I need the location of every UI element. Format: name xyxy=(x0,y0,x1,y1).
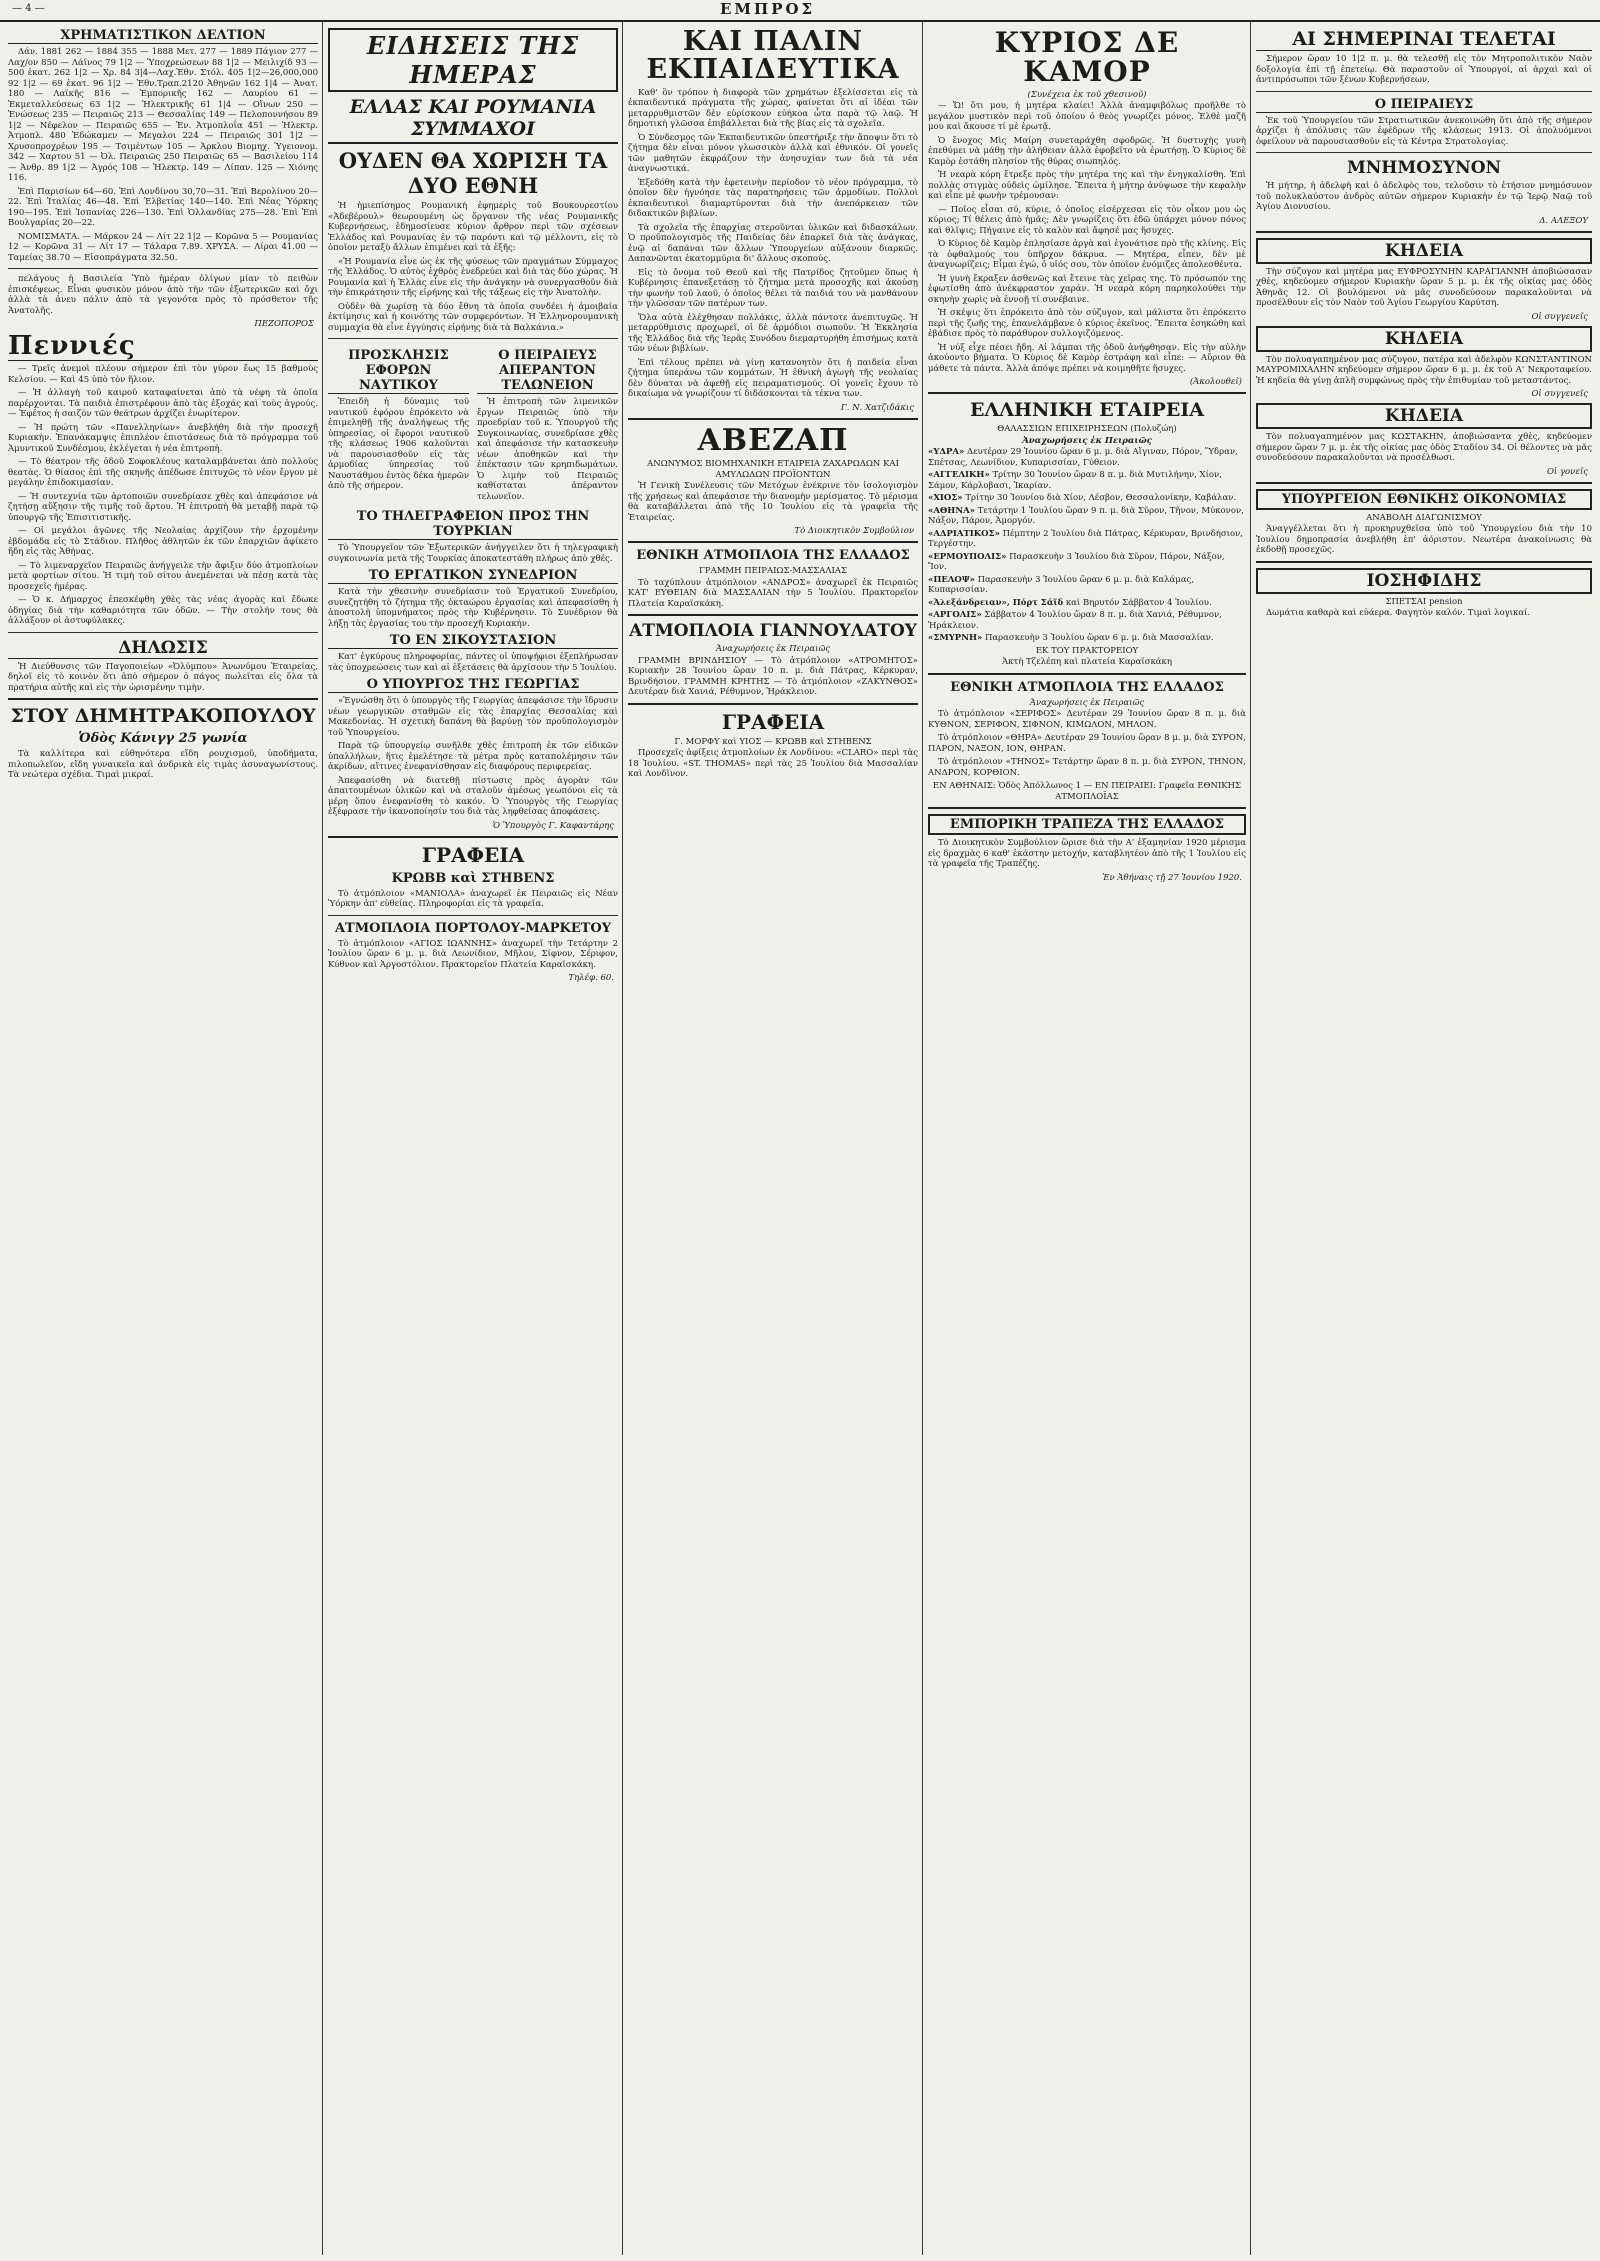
georgia-paragraph: «Ἐγνώσθη ὅτι ὁ ὑπουργὸς τῆς Γεωργίας ἀπεφάσισε τὴν ἵδρυσιν νέων γεωργικῶν σταθμῶν εἰς τὰς ἐπαρχίας Θεσσαλίας καὶ Μακεδονίας. Ἡ σχετικὴ δαπάνη θὰ βαρύνῃ τὸν προϋπολογισμὸν τοῦ Ὑπουργείου. xyxy=(328,696,618,738)
ship-name: «ΣΜΥΡΝΗ» xyxy=(928,633,983,644)
funeral-title: ΚΗΔΕΙΑ xyxy=(1256,238,1592,264)
ship-name: «ΥΔΡΑ» xyxy=(928,447,965,458)
hellenic-address: Ἀκτὴ Τζελέπη καὶ πλατεία Καραϊσκάκη xyxy=(1002,657,1172,668)
ethniki2-address: ΕΝ ΑΘΗΝΑΙΣ: Ὁδὸς Ἀπόλλωνος 1 — ΕΝ ΠΕΙΡΑΙΕΙ: Γραφεῖα ΕΘΝΙΚΗΣ ΑΤΜΟΠΛΟΪΑΣ xyxy=(932,781,1242,802)
georgia-signature: Ὁ Ὑπουργὸς Γ. Καφαντάρης xyxy=(492,820,614,831)
serial-paragraph: Ἡ νύξ εἶχε πέσει ἤδη. Αἱ λάμπαι τῆς ὁδοῦ ἀνήφθησαν. Εἰς τὴν αὐλὴν ἀκούοντο βήματα. Ὁ Κὺριος δὲ Καμὸρ ἐστράφη καὶ εἶπε: — Αὔριον θὰ μάθετε τὰ πάντα. Ἀλλὰ ἀπόψε πρέπει νὰ κοιμηθῆτε ἥσυχες. xyxy=(928,342,1246,374)
ship-entry xyxy=(928,470,1246,491)
news-paragraph: Ἡ ἡμιεπίσημος Ρουμανικὴ ἐφημερὶς τοῦ Βουκουρεστίου «Ἀδεβέρουλ» θεωρουμένη ὡς ὄργανον τῆς νέας Ρουμανικῆς Κυβερνήσεως, ἐδημοσίευσε κύριον ἄρθρον περὶ τῶν σχέσεων Ἑλλάδος καὶ Ρουμανίας ἐν τῷ παρόντι καὶ τῷ μέλλοντι, εἰς τὸ ὁποῖον μεταξὺ ἄλλων ἐπιμένει καὶ τὰ ἑξῆς: xyxy=(328,201,618,253)
ship-entry xyxy=(928,610,1246,631)
funeral-title: ΚΗΔΕΙΑ xyxy=(1256,326,1592,352)
grafeia2-text: Προσεχεῖς ἀφίξεις ἀτμοπλοίων ἐκ Λονδίνου: «CLARO» περὶ τὰς 18 Ἰουλίου. «ST. THOMAS» περὶ τὰς 25 Ἰουλίου διὰ Μασσαλίαν καὶ Λονδῖνον. xyxy=(628,748,918,780)
pennies-paragraph: — Τρεῖς ἀνεμοὶ πλέουν σήμερον ἐπὶ τὸν γύρον ἔως 15 βαθμοὺς Κελσίου. — Καὶ 45 ὑπὸ τὸν ἥλιον. xyxy=(8,364,318,385)
sub-text: Ἐκ τοῦ Ὑπουργείου τῶν Στρατιωτικῶν ἀνεκοινώθη ὅτι ἀπὸ τῆς σήμερον ἀρχίζει ἡ ἀπόλυσις τῶν ἐφέδρων τῆς κλάσεως 1913. Οἱ ἀπολυόμενοι ὀφείλουν νὰ παρουσιασθοῦν εἰς τὰ Κέντρα Στρατολογίας. xyxy=(1256,115,1592,147)
funeral-title: ΚΗΔΕΙΑ xyxy=(1256,403,1592,429)
store-title: ΣΤΟΥ ΔΗΜΗΤΡΑΚΟΠΟΥΛΟΥ xyxy=(10,705,316,728)
abezap-subtitle: ΑΝΩΝΥΜΟΣ ΒΙΟΜΗΧΑΝΙΚΗ ΕΤΑΙΡΕΙΑ ΖΑΧΑΡΩΔΩΝ ΚΑΙ ΑΜΥΛΩΔΩΝ ΠΡΟΪΟΝΤΩΝ xyxy=(647,459,899,480)
ship-schedule: Πέμπτην 2 Ἰουλίου διὰ Πάτρας, Κέρκυραν, Βρινδήσιον, Τεργέστην. xyxy=(928,528,1243,550)
education-title: ΚΑΙ ΠΑΛΙΝ ΕΚΠΑΙΔΕΥΤΙΚΑ xyxy=(646,26,900,86)
grafeia-title: ΓΡΑΦΕΙΑ xyxy=(421,842,525,867)
today-title: ΑΙ ΣΗΜΕΡΙΝΑΙ ΤΕΛΕΤΑΙ xyxy=(1256,28,1592,51)
bank-text: Τὸ Διοικητικὸν Συμβούλιον ὥρισε διὰ τὴν Α' ἑξαμηνίαν 1920 μέρισμα εἰς δραχμὰς 6 καθ' ἑκάστην μετοχήν, καταβλητέον ἀπὸ τῆς 1 Ἰουλίου εἰς τὰ γραφεῖα τῆς Τραπέζης. xyxy=(928,838,1246,870)
stasis-text: Κατ' ἐγκύρους πληροφορίας, πάντες οἱ ὑποψήφιοι ἐξεπλήρωσαν τὰς ὑποχρεώσεις των καὶ αἱ ἐξετάσεις θὰ ἀρχίσουν τὴν 5 Ἰουλίου. xyxy=(328,652,618,673)
ship-schedule: Τρίτην 30 Ἰουνίου διὰ Χίον, Λέσβον, Θεσσαλονίκην, Καβάλαν. xyxy=(965,493,1237,504)
dilosis-title: ΔΗΛΩΣΙΣ xyxy=(8,638,318,659)
divider xyxy=(628,541,918,543)
divider xyxy=(928,673,1246,675)
pennies-paragraph: — Ἡ συντεχνία τῶν ἀρτοποιῶν συνεδρίασε χθὲς καὶ ἀπεφάσισε νὰ ζητήσῃ αὔξησιν τῆς τιμῆς τοῦ ἄρτου. Ἡ ἐπιτροπὴ θὰ μεταβῇ παρὰ τῷ ὑπουργῷ τῆς Ἐπισιτιστικῆς. xyxy=(8,491,318,523)
pennies-title: Πεννιές xyxy=(8,333,318,361)
divider xyxy=(1256,561,1592,563)
ship-entry xyxy=(928,598,1246,609)
ship-entry xyxy=(928,575,1246,596)
ethniki2-text: Τὸ ἀτμόπλοιον «ΤΗΝΟΣ» Τετάρτην ὥραν 8 π. μ. διὰ ΣΥΡΟΝ, ΤΗΝΟΝ, ΑΝΔΡΟΝ, ΚΟΡΘΙΟΝ. xyxy=(928,757,1246,778)
ethniki2-text: Τὸ ἀτμόπλοιον «ΘΗΡΑ» Δευτέραν 29 Ἰουνίου ὥραν 8 μ. μ. διὰ ΣΥΡΟΝ, ΠΑΡΟΝ, ΝΑΞΟΝ, ΙΟΝ, ΘΗΡΑΝ. xyxy=(928,733,1246,754)
pennies-paragraph: — Ἡ ἀλλαγὴ τοῦ καιροῦ καταφαίνεται ἀπὸ τὰ νέφη τὰ ὁποῖα παρέρχονται. Τὰ παιδιὰ ἐπιστρέφουν ἀπὸ τὰς ἐξοχάς καὶ τοὺς ἀγρούς. — Ἐφέτος ἡ σαιζὸν τῶν θεάτρων ἀρχίζει ἐνωρίτερον. xyxy=(8,388,318,420)
two-column-block xyxy=(328,344,618,505)
georgia-paragraph: Παρὰ τῷ ὑπουργείῳ συνῆλθε χθὲς ἐπιτροπὴ ἐκ τῶν εἰδικῶν ὑπαλλήλων, ἥτις ἐμελέτησε τὰ μέτρα πρὸς καταπολέμησιν τῶν ἀκρίδων, αἵτινες ἐνεφανίσθησαν εἰς διαφόρους περιφερείας. xyxy=(328,741,618,772)
ship-entry xyxy=(928,552,1246,573)
ship-entry xyxy=(928,529,1246,550)
exchange-text: Ἐπὶ Παρισίων 64—60. Ἐπὶ Λονδίνου 30,70—31. Ἐπὶ Βερολίνου 20—22. Ἐπὶ Ἰταλίας 46—48. Ἐπὶ Ἑλβετίας 140—140. Ἐπὶ Νέας Ὑόρκης 190—195. Ἐπὶ Ἰσπανίας 226—130. Ἐπὶ Ὁλλανδίας 275—28. Ἐπὶ Ἐπὶ Βουλγαρίας 20—22. xyxy=(8,186,318,228)
grafeia-firm: ΚΡΩΒΒ καὶ ΣΤΗΒΕΝΣ xyxy=(391,870,555,886)
serial-continued: (Ἀκολουθεῖ) xyxy=(1189,377,1242,388)
education-paragraph: Ἐξεδόθη κατὰ τὴν ἐφετεινὴν περίοδον τὸ νέον πρόγραμμα, τὸ ὁποῖον δὲν ἠγνόησε τὰς παρατηρήσεις τῶν ἁρμοδίων. Πολλοὶ ἐκπαιδευτικοὶ διαμαρτύρονται διὰ τὴν ἀνεπάρκειαν τῶν διδακτικῶν βιβλίων. xyxy=(628,177,918,220)
ship-name: «Ἀλεξάνδρειαν», Πόρτ Σάϊδ xyxy=(928,597,1064,608)
divider xyxy=(8,268,318,269)
hellenic-subtitle: ΘΑΛΑΣΣΙΩΝ ΕΠΙΧΕΙΡΗΣΕΩΝ (Πολυζώη) xyxy=(997,424,1177,435)
market-text: Δάν. 1881 262 — 1884 355 — 1888 Μετ. 277 — 1889 Πάγιον 277 — Λαχ/ον 850 — Λάϊνος 79 1|2 — Ὑποχρεώσεων 88 1|2 — Μειλιχίδ 93 — 500 ἑκατ. 262 1|2 — Χρ. 84 3|4—Λαχ.Ἐθν. Στόλ. 405 1|2—26,000,000 92 1|2 — 69 ἑκατ. 96 1|2 — Ἐθν.Τραπ.2120 Ἀθηνῶν 162 1|4 — Ἀνατ. 180 — Λαϊκῆς 816 — Ἐμπορικῆς 162 — Λαυρίου 61 — Ἐκμεταλλεύσεως 63 1|2 — Ἠλεκτρικῆς 61 1|4 — Οἴνων 250 — Ἑνώσεως 235 — Πειραιῶς 213 — Θεσσαλίας 149 — Πελοποννήσου 89 1|2 — Νέφελον — Πειραιῶς 655 — Ἐν. Ἀτμοπλοΐα 451 — Ἠλεκτρ. Ἀτμοπλ. 480 Ἐδώκαμεν — Μεγαλοι 224 — Πειραιῶς 301 1|2 — Χρυσοπροχρέων 195 — Τσιμέντων 105 — Ἀρκλου Βιομηχ. Ὑγειονομ. 342 — Χαρτου 51 — Ὀλ. Πειραιῶς 250 Πειραιῶς 65 — Βασιλείου 114 — Ἀνθρ. 89 1|2 — Ἀγρός 108 — Ἠλεκτρ. 149 — Λίπαν. 125 — Χιόνης 116. xyxy=(8,47,318,183)
divider xyxy=(928,392,1246,394)
news-paragraph: Οὐδὲν θὰ χωρίσῃ τὰ δύο ἔθνη τὰ ὁποῖα συνδέει ἡ ἀμοιβαία ἐκτίμησις καὶ ἡ κοινότης τῶν συμφερόντων. Ἡ Ἑλληνορουμανικὴ συμμαχία θὰ εἶνε ἐγγύησις εἰρήνης διὰ τὰ Βαλκάνια.» xyxy=(328,301,618,333)
funeral-text: Τὸν πολυαγαπημένον μας σύζυγον, πατέρα καὶ ἀδελφὸν ΚΩΝΣΤΑΝΤΙΝΟΝ ΜΑΥΡΟΜΙΧΑΛΗΝ κηδεύομεν σήμερον ὥραν 6 μ. μ. ἐκ τοῦ Α' Νεκροταφείου. Ἡ κηδεία θὰ γίνῃ ἀπλῆ συμφώνως πρὸς τὴν ἐπιθυμίαν τοῦ μεταστάντος. xyxy=(1256,354,1592,386)
divider xyxy=(8,632,318,633)
abezap-text: Ἡ Γενικὴ Συνέλευσις τῶν Μετόχων ἐνέκρινε τὸν ἰσολογισμὸν τῆς χρήσεως καὶ ἀπεφάσισε τὴν διανομὴν μερίσματος. Τὸ μέρισμα θὰ καταβάλλεται ἀπὸ τῆς 10 Ἰουλίου εἰς τὰ γραφεῖα τῆς Ἑταιρείας. xyxy=(628,481,918,523)
masthead xyxy=(0,0,1600,22)
grafeia2-firm: Γ. ΜΟΡΦΥ καὶ ΥΙΟΣ — ΚΡΩΒΒ καὶ ΣΤΗΒΕΝΣ xyxy=(674,736,872,747)
ship-name: «ΑΡΓΟΛΙΣ» xyxy=(928,610,982,621)
ship-list xyxy=(928,447,1246,644)
bank-signature: Ἐν Ἀθήναις τῇ 27 Ἰουνίου 1920. xyxy=(1102,872,1242,883)
column-divider xyxy=(922,22,923,2255)
coins-text: ΝΟΜΙΣΜΑΤΑ. — Μάρκον 24 — Λίτ 22 1|2 — Κορῶνα 5 — Ρουμανίας 12 — Κορῶνα 31 — Λίτ 17 — Τάλαρα 7.89. ΧΡΥΣΑ. — Λίραι 41.00 — Ταμείας 38.70 — Εἰσοπράγματα 32.50. xyxy=(8,231,318,263)
divider xyxy=(628,418,918,420)
store-subtitle: Ὁδὸς Κάνιγγ 25 γωνία xyxy=(78,731,248,747)
divider xyxy=(1256,482,1592,484)
divider xyxy=(1256,231,1592,233)
ethniki2-title: ΕΘΝΙΚΗ ΑΤΜΟΠΛΟΙΑ ΤΗΣ ΕΛΛΑΔΟΣ xyxy=(950,679,1224,695)
market-title: ΧΡΗΜΑΤΙΣΤΙΚΟΝ ΔΕΛΤΙΟΝ xyxy=(8,28,318,44)
ministry-title: ΥΠΟΥΡΓΕΙΟΝ ΕΘΝΙΚΗΣ ΟΙΚΟΝΟΜΙΑΣ xyxy=(1256,489,1592,510)
abezap-signature: Τὸ Διοικητικὸν Συμβούλιον xyxy=(794,526,914,537)
funeral-signature: Οἱ συγγενεῖς xyxy=(1531,311,1588,322)
ship-schedule: καὶ Βηρυτόν Σάββατον 4 Ἰουλίου. xyxy=(1065,597,1212,608)
education-paragraph: Καθ' ὃν τρόπον ἡ διαφορὰ τῶν χρημάτων ἐξελίσσεται εἰς τὰ ἐκπαιδευτικά πράγματα τῆς χώρας, φαίνεται ὅτι αἱ ἰδέαι τῶν μεταρρυθμιστῶν δὲν εὑρίσκουν εὐήκοα ὦτα παρὰ τῷ λαῷ. Ἡ δημοτικὴ γλῶσσα ἐπιβάλλεται διὰ τῆς βίας εἰς τὰ σχολεῖα. xyxy=(628,87,918,130)
piraeus-notice-text: Ἡ ἐπιτροπὴ τῶν λιμενικῶν ἔργων Πειραιῶς ὑπὸ τὴν προεδρίαν τοῦ κ. Ὑπουργοῦ τῆς Συγκοινωνίας, συνεδρίασε χθὲς καὶ ἀπεφάσισε τὴν κατασκευὴν νέων ἀποθηκῶν καὶ τὴν ἐπέκτασιν τῶν κρηπιδωμάτων. Ὁ λιμὴν τοῦ Πειραιῶς καθίσταται ἀπέραντον τελωνεῖον. xyxy=(477,397,618,502)
serial-paragraph: Ὁ Κὺριος δὲ Καμὸρ ἐπλησίασε ἀργὰ καὶ ἐγονάτισε πρὸ τῆς κλίνης. Εἰς τὰ ὀφθαλμούς του ὑπῆρχον δάκρυα. — Μητέρα, εἶπεν, δὲν μὲ ἀναγνωρίζεις; Εἶμαι ἐγώ, ὁ υἱός σου, τὸν ὁποῖον ἐνόμιζες ἀπολεσθέντα. xyxy=(928,239,1246,271)
pennies-paragraph: — Ἡ πρώτη τῶν «Πανελληνίων» ἀνεβλήθη διὰ τὴν προσεχῆ Κυριακὴν. Ἐπανάκαμψις ἐπιπλέον ἐπιστάσεως διὰ τὸ πρόγραμμα τοῦ Ἀμυντικοῦ Συνδέσμου, ἐκλέγεται ἡ νέα ἐπιτροπὴ. xyxy=(8,422,318,454)
portolos-title: ΑΤΜΟΠΛΟΙΑ ΠΟΡΤΟΛΟΥ-ΜΑΡΚΕΤΟΥ xyxy=(334,920,612,936)
ship-name: «ΧΙΟΣ» xyxy=(928,493,963,504)
portolos-phone: Τηλέφ. 60. xyxy=(568,973,614,983)
ship-schedule: Δευτέραν 29 Ἰουνίου ὥραν 6 μ. μ. διὰ Αἴγιναν, Πόρον, Ὕδραν, Σπέτσας, Λεωνίδιον, Κυπαρισσίαν, Γύθειον. xyxy=(928,447,1238,468)
giannoulatou-title: ΑΤΜΟΠΛΟΙΑ ΓΙΑΝΝΟΥΛΑΤΟΥ xyxy=(629,621,917,642)
pension-title: ΙΟΣΗΦΙΔΗΣ xyxy=(1256,568,1592,594)
ship-schedule: Τετάρτην 1 Ἰουλίου ὥραν 9 π. μ. διὰ Σῦρον, Τῆνον, Μύκονον, Νάξον, Πάρον, Ἀμοργόν. xyxy=(928,505,1244,527)
serial-paragraph: — Ὤ! ὅτι μου, ἡ μητέρα κλαίει! Ἀλλὰ ἀναμφιβόλως προῆλθε τὸ μεγάλον μυστικὸν περὶ τοῦ ὁποίου ὁ θεὸς γνωρίζει μόνος. Ἐλθὲ μαζῆ μου καὶ ἄκουσε τί μὲ ἐρωτᾷ. xyxy=(928,101,1246,133)
abezap-title: ΑΒΕΖΑΠ xyxy=(697,422,849,458)
ministry-text: Ἀναγγέλλεται ὅτι ἡ προκηρυχθεῖσα ὑπὸ τοῦ Ὑπουργείου διὰ τὴν 10 Ἰουλίου δημοπρασία ἀνεβλήθη ἐπ' ἀόριστον. Νεωτέρα ἀνακοίνωσις θὰ ἐκδοθῇ προσεχῶς. xyxy=(1256,524,1592,555)
ship-name: «ΑΘΗΝΑ» xyxy=(928,505,976,516)
portolos-text: Τὸ ἀτμόπλοιον «ΑΓΙΟΣ ΙΩΑΝΝΗΣ» ἀναχωρεῖ τὴν Τετάρτην 2 Ἰουλίου ὥραν 6 μ. μ. διὰ Λεωνίδιον, Μῆλον, Σίφνον, Σέριφον, Κύθνον καὶ Ἀργοστόλιον. Πρακτορεῖον Πλατεία Καραϊσκάκη. xyxy=(328,938,618,970)
pension-subtitle: ΣΠΕΤΣΑΙ pension xyxy=(1385,596,1463,607)
divider xyxy=(328,338,618,339)
divider xyxy=(328,915,618,916)
news-subtitle: ΕΛΛΑΣ ΚΑΙ ΡΟΥΜΑΝΙΑ ΣΥΜΜΑΧΟΙ xyxy=(328,96,618,144)
memorial-text: Ἡ μήτηρ, ἡ ἀδελφὴ καὶ ὁ ἀδελφὸς του, τελοῦσιν τὸ ἐτήσιον μνημόσυνον τοῦ πολυκλαύστου ἀνδρὸς αὐτῶν σήμερον Κυριακὴν ἐν τῷ Ἱερῷ Ναῷ τοῦ Ἁγίου Διονυσίου. xyxy=(1256,181,1592,212)
ethniki-title: ΕΘΝΙΚΗ ΑΤΜΟΠΛΟΙΑ ΤΗΣ ΕΛΛΑΔΟΣ xyxy=(636,548,910,564)
ship-entry xyxy=(928,493,1246,504)
funeral-signature: Οἱ γονεῖς xyxy=(1546,466,1588,477)
today-text: Σήμερον ὥραν 10 1|2 π. μ. θὰ τελεσθῇ εἰς τὸν Μητροπολιτικὸν Ναὸν δοξολογία ἐπὶ τῇ ἐπετείῳ. Θὰ παραστοῦν οἱ Ὑπουργοί, αἱ ἀρχαὶ καὶ οἱ ἀντιπρόσωποι τῶν ξένων Κυβερνήσεων. xyxy=(1256,54,1592,85)
memorial-title: ΜΝΗΜΟΣΥΝΟΝ xyxy=(1346,158,1502,178)
education-signature: Γ. Ν. Χατζιδάκις xyxy=(840,402,914,413)
ship-entry xyxy=(928,633,1246,644)
education-paragraph: Εἰς τὸ ὄνομα τοῦ Θεοῦ καὶ τῆς Πατρίδος ζητοῦμεν ὅπως ἡ Κυβέρνησις ἐπανεξετάσῃ τὸ ζήτημα μετὰ προσοχῆς καὶ ἀκούσῃ τὴν φωνὴν τοῦ λαοῦ, ὁ ὁποῖος θέλει τὰ παιδιά του νὰ μανθάνουν τὴν γλῶσσαν τῶν πατέρων των. xyxy=(628,267,918,310)
labor-title: ΤΟ ΕΡΓΑΤΙΚΟΝ ΣΥΝΕΔΡΙΟΝ xyxy=(328,568,618,584)
serial-subtitle: (Συνέχεια ἐκ τοῦ χθεσινοῦ) xyxy=(1027,89,1147,100)
grafeia2-title: ΓΡΑΦΕΙΑ xyxy=(721,709,825,734)
education-paragraph: Τὰ σχολεῖα τῆς ἐπαρχίας στεροῦνται ὑλικῶν καὶ διδασκάλων. Ὁ προϋπολογισμὸς τῆς Παιδείας δὲν ἐπαρκεῖ διὰ τὰς ἀνάγκας, ἐνῷ αἱ δαπάναι τῶν ἄλλων Ὑπουργείων αὐξάνουν διαρκῶς. Δαπανῶνται ἑκατομμύρια δι' ἄλλους σκοπούς. xyxy=(628,222,918,265)
page-number: — 4 — xyxy=(12,3,45,14)
divider xyxy=(1256,152,1592,153)
column-divider xyxy=(622,22,623,2255)
column-divider xyxy=(322,22,323,2255)
serial-paragraph: Ἡ νεαρὰ κόρη ἔτρεξε πρὸς τὴν μητέρα της καὶ τὴν ἐνηγκαλίσθη. Ἐπὶ πολλὰς στιγμὰς οὐδεὶς ὡμίλησε. Ἔπειτα ἡ μήτηρ ἀνύψωσε τὴν κεφαλὴν καὶ εἶπε μὲ φωνὴν τρέμουσαν: xyxy=(928,170,1246,202)
memorial-signature: Δ. ΑΛΕΞΟΥ xyxy=(1539,215,1588,226)
serial-paragraph: Ὁ ἔνοχος Μὶς Μαίρη συνεταράχθη σφοδρῶς. Ἡ δυστυχὴς γυνὴ ἐπεθύμει νὰ μάθῃ τὴν ἀλήθειαν ἀλλὰ ἐφοβεῖτο νὰ ἐρωτήσῃ. Ὁ Κὺριος δὲ Καμὸρ ἐστάθη πλησίον τῆς θύρας σιωπηλός. xyxy=(928,135,1246,167)
divider xyxy=(928,807,1246,809)
giannoulatou-subtitle: Ἀναχωρήσεις ἐκ Πειραιῶς xyxy=(715,644,831,655)
dilosis-text: Ἡ Διεύθυνσις τῶν Παγοποιείων «Ὀλύμπου» Ἀνωνύμου Ἑταιρείας, δηλοῖ εἰς τὸ κοινὸν ὅτι ἀπὸ σήμερον ὁ πάγος πωλεῖται εἰς ὅλα τὰ πρατήρια αὐτῆς καὶ εἰς τὴν ὡρισμένην τιμὴν. xyxy=(8,661,318,693)
store-text: Τὰ καλλίτερα καὶ εὐθηνότερα εἴδη ρουχισμοῦ, ὑποδήματα, πιλοπωλεῖον, εἴδη γυναικεῖα καὶ ἀνδρικὰ εἰς τιμὰς ἀσυναγωνίστους. Τὰ νεώτερα σχέδια. Τιμαὶ μικραί. xyxy=(8,749,318,781)
sub-title: Ο ΠΕΙΡΑΙΕΥΣ xyxy=(1256,97,1592,113)
hellenic-title: ΕΛΛΗΝΙΚΗ ΕΤΑΙΡΕΙΑ xyxy=(970,399,1204,422)
column-2 xyxy=(328,24,618,2253)
telegraph-text: Τὸ Ὑπουργεῖον τῶν Ἐξωτερικῶν ἀνήγγειλεν ὅτι ἡ τηλεγραφικὴ συγκοινωνία μετὰ τῆς Τουρκίας ἀποκατεστάθη πλήρως ἀπὸ χθές. xyxy=(328,543,618,564)
hellenic-intro: Ἀναχωρήσεις ἐκ Πειραιῶς xyxy=(1022,435,1152,446)
note-text: πελάγους ἡ Βασιλεία Ὑπὸ ἡμέραν ὀλίγων μίαν τὸ πειθὼν ἐπισκέψεως. Εἶναι φυσικὸν μόνον ἀπὸ τὴν τῶν ἐξωτερικῶν καὶ ὄχι ἀλλὰ τὰ ἀνευ πάλιν ἀπὸ τὰ γεγονότα πρὸς τὸ πρόσθετον τῆς Ἀνατολῆς. xyxy=(8,274,318,316)
ship-name: «ΕΡΜΟΥΠΟΛΙΣ» xyxy=(928,551,1007,562)
education-paragraph: Ὁ Σύνδεσμος τῶν Ἐκπαιδευτικῶν ὑπεστήριξε τὴν ἄποψιν ὅτι τὸ ζήτημα δὲν εἶναι μόνον γλωσσικὸν ἀλλὰ καὶ ἐθνικόν. Οἱ γονεῖς τῶν μαθητῶν ἐκφράζουν τὴν ἀνησυχίαν των διὰ τὰ νέα ἀναγνωστικά. xyxy=(628,132,918,175)
funeral-text: Τὸν πολυαγαπημένον μας ΚΩΣΤΑΚΗΝ, ἀποβιώσαντα χθὲς, κηδεύομεν σήμερον ὥραν 7 μ. μ. ἐκ τῆς οἰκίας μας ὁδὸς Σταδίου 34. Οἱ θέλοντες νὰ μᾶς συνοδεύσουν παρακαλοῦνται νὰ προσέλθωσι. xyxy=(1256,432,1592,463)
ethniki2-subtitle: Ἀναχωρήσεις ἐκ Πειραιῶς xyxy=(1029,697,1145,708)
labor-text: Κατὰ τὴν χθεσινὴν συνεδρίασιν τοῦ Ἐργατικοῦ Συνεδρίου, συνεζητήθη τὸ ζήτημα τῆς ὀκταώρου ἐργασίας καὶ ἀπεφασίσθη ἡ ἀποστολὴ ὑπομνήματος πρὸς τὴν Κυβέρνησιν. Τὸ Συνέδριον θὰ λήξῃ τὰς ἐργασίας του τὴν προσεχῆ Κυριακήν. xyxy=(328,587,618,629)
ship-schedule: Παρασκευὴν 3 Ἰουλίου διὰ Σῦρον, Πάρον, Νάξον, Ἴον. xyxy=(928,551,1225,573)
giannoulatou-text: ΓΡΑΜΜΗ ΒΡΙΝΔΗΣΙΟΥ — Τὸ ἀτμόπλοιον «ΑΤΡΟΜΗΤΟΣ» Κυριακὴν 28 Ἰουνίου ὥραν 10 π. μ. διὰ Πάτρας, Κέρκυραν, Βρινδήσιον. ΓΡΑΜΜΗ ΚΡΗΤΗΣ — Τὸ ἀτμόπλοιον «ΖΑΚΥΝΘΟΣ» Δευτέραν διὰ Χανιά, Ρέθυμνον, Ἡράκλειον. xyxy=(628,655,918,698)
grafeia-text: Τὸ ἀτμόπλοιον «ΜΑΝΙΟΛΑ» ἀναχωρεῖ ἐκ Πειραιῶς εἰς Νέαν Ὑόρκην ἀπ' εὐθείας. Πληροφορίαι εἰς τὰ γραφεῖα. xyxy=(328,888,618,909)
naval-notice-text: Ἐπειδὴ ἡ δύναμις τοῦ ναυτικοῦ ἐφόρου ἐπρόκειτο νὰ ἐπιμεληθῇ τῆς ἀναλήψεως τῆς ὑπηρεσίας, οἱ ἔφοροι ναυτικοῦ τῆς κλάσεως 1906 καλοῦνται νὰ παρουσιασθοῦν εἰς τὰς ἀρμοδίας ὑπηρεσίας τοῦ Ναυστάθμου ἐντὸς δέκα ἡμερῶν ἀπὸ τῆς σήμερον. xyxy=(328,397,469,491)
hellenic-address: ΕΚ ΤΟΥ ΠΡΑΚΤΟΡΕΙΟΥ xyxy=(1035,645,1139,656)
ship-name: «ΑΓΓΕΛΙΚΗ» xyxy=(928,470,990,481)
naval-notice-title: ΠΡΟΣΚΛΗΣΙΣ ΕΦΟΡΩΝ ΝΑΥΤΙΚΟΥ xyxy=(328,348,469,394)
pension-text: Δωμάτια καθαρὰ καὶ εὐάερα. Φαγητὸν καλόν. Τιμαὶ λογικαί. xyxy=(1266,608,1531,618)
column-divider xyxy=(1250,22,1251,2255)
telegraph-title: ΤΟ ΤΗΛΕΓΡΑΦΕΙΟΝ ΠΡΟΣ ΤΗΝ ΤΟΥΡΚΙΑΝ xyxy=(328,509,618,540)
column-1 xyxy=(8,24,318,2253)
education-paragraph: Ἐπὶ τέλους πρέπει νὰ γίνῃ κατανοητὸν ὅτι ἡ παιδεία εἶναι ζήτημα ὑπεράνω τῶν κομμάτων. Ἡ ἐθνικὴ ἀγωγὴ τῆς νεολαίας δὲν δύναται νὰ ἀφεθῇ εἰς πειραματισμούς. Οἱ γονεῖς ἔχουν τὸ δικαίωμα νὰ γνωρίζουν τί διδάσκονται τὰ τέκνα των. xyxy=(628,357,918,400)
pennies-paragraph: — Τὸ θέατρον τῆς ὁδοῦ Σοφοκλέους καταλαμβάνεται ἀπὸ πολλοὺς θεατὰς. Ὁ θίασος ἐπὶ τῆς σκηνῆς ἀπέδωσε ἐπιτυχῶς τὸ νέον ἔργον μὲ μεγάλην ἐπιδοκιμασίαν. xyxy=(8,457,318,489)
ministry-subtitle: ΑΝΑΒΟΛΗ ΔΙΑΓΩΝΙΣΜΟΥ xyxy=(1366,512,1482,523)
ethniki-text: Τὸ ταχύπλουν ἀτμόπλοιον «ΑΝΔΡΟΣ» ἀναχωρεῖ ἐκ Πειραιῶς ΚΑΤ' ΕΥΘΕΙΑΝ διὰ ΜΑΣΣΑΛΙΑΝ τὴν 5 Ἰουλίου. Πρακτορεῖον Πλατεία Καραϊσκάκη. xyxy=(628,577,918,609)
ship-schedule: Παρασκευὴν 3 Ἰουλίου ὥραν 6 μ. μ. διὰ Καλάμας, Κυπαρισσίαν. xyxy=(928,574,1195,596)
funeral-text: Τὴν σύζυγον καὶ μητέρα μας ΕΥΦΡΟΣΥΝΗΝ ΚΑΡΑΓΙΑΝΝΗ ἀποβιώσασαν χθὲς, κηδεύομεν σήμερον Κυριακὴν ὥραν 5 μ. μ. ἐκ τῆς οἰκίας μας ὁδὸς Ἀθηνᾶς 12. Οἱ βουλόμενοι νὰ μᾶς συνοδεύσουν παρακαλοῦνται νὰ προσέλθουν εἰς τὸν Ναὸν τοῦ Ἁγίου Γεωργίου Καρύτση. xyxy=(1256,266,1592,308)
naval-notice xyxy=(328,344,469,505)
serial-paragraph: Ἡ σκέψις ὅτι ἐπρόκειτο ἀπὸ τὸν σύζυγον, καὶ μάλιστα ὅτι ἐπρόκειτο περὶ τῆς ζωῆς της, ἐπανελάμβανε ὁ κύριος ἐκεῖνος. Ἔπειτα ἐσηκώθη καὶ ἐβάδισε πρὸς τὸ παράθυρον συλλογιζόμενος. xyxy=(928,308,1246,340)
ship-schedule: Παρασκευὴν 3 Ἰουλίου ὥραν 6 μ. μ. διὰ Μασσαλίαν. xyxy=(985,633,1214,644)
piraeus-notice-title: Ο ΠΕΙΡΑΙΕΥΣ ΑΠΕΡΑΝΤΟΝ ΤΕΛΩΝΕΙΟΝ xyxy=(477,348,618,394)
paper-title: ΕΜΠΡΟΣ xyxy=(720,0,816,18)
divider xyxy=(628,614,918,616)
news-banner: ΕΙΔΗΣΕΙΣ ΤΗΣ ΗΜΕΡΑΣ xyxy=(328,28,618,92)
georgia-title: Ο ΥΠΟΥΡΓΟΣ ΤΗΣ ΓΕΩΡΓΙΑΣ xyxy=(328,677,618,693)
news-headline: ΟΥΔΕΝ ΘΑ ΧΩΡΙΣΗ ΤΑ ΔΥΟ ΕΘΝΗ xyxy=(338,148,608,198)
pennies-paragraph: — Ὁ κ. Δήμαρχος ἐπεσκέφθη χθὲς τὰς νέας ἀγορὰς καὶ ἔδωκε ὁδηγίας διὰ τὴν καθαριότητα τῶν ὁδῶν. — Τὴν στολήν τους θὰ ἀλλάξουν οἱ ἀστυφύλακες. xyxy=(8,595,318,627)
serial-paragraph: — Ποῖος εἶσαι σύ, κύριε, ὁ ὁποῖος εἰσέρχεσαι εἰς τὸν οἶκον μου ὡς κύριος; Τί θέλεις ἀπὸ ἡμᾶς; Δὲν γνωρίζεις ὅτι ἐδῶ ὑπάρχει μόνον πόνος καὶ θλῖψις; Πήγαινε εἰς τὸ καλὸν καὶ ἄφησέ μας ἥσυχες. xyxy=(928,204,1246,236)
piraeus-notice xyxy=(477,344,618,505)
column-4 xyxy=(928,24,1246,2253)
news-paragraph: «Ἡ Ρουμανία εἶνε ὡς ἐκ τῆς φύσεως τῶν πραγμάτων Σύμμαχος τῆς Ἑλλάδος. Ὁ αὐτὸς ἐχθρὸς ἐνεδρεύει καὶ διὰ τὰς δύο χώρας. Ἡ Ρουμανία καὶ ἡ Ἑλλὰς εἶνε εἰς τὴν ἀνάγκην νὰ συνεργασθοῦν διὰ τὴν ἐπικράτησιν τῆς εἰρήνης καὶ τῆς τάξεως εἰς τὴν Ἀνατολὴν. xyxy=(328,256,618,298)
ethniki2-text: Τὸ ἀτμόπλοιον «ΣΕΡΙΦΟΣ» Δευτέραν 29 Ἰουνίου ὥραν 8 π. μ. διὰ ΚΥΘΝΟΝ, ΣΕΡΙΦΟΝ, ΣΙΦΝΟΝ, ΚΙΜΩΛΟΝ, ΜΗΛΟΝ. xyxy=(928,709,1246,730)
bank-title: ΕΜΠΟΡΙΚΗ ΤΡΑΠΕΖΑ ΤΗΣ ΕΛΛΑΔΟΣ xyxy=(928,814,1246,835)
ship-entry xyxy=(928,447,1246,468)
stasis-title: ΤΟ ΕΝ ΣΙΚΟΥΣΤΑΣΙΟΝ xyxy=(328,633,618,649)
ship-name: «ΑΔΡΙΑΤΙΚΟΣ» xyxy=(928,528,1000,539)
column-3 xyxy=(628,24,918,2253)
serial-title: ΚΥΡΙΟΣ ΔΕ ΚΑΜΟΡ xyxy=(994,26,1180,89)
pennies-paragraph: — Τὸ λιμεναρχεῖον Πειραιῶς ἀνήγγειλε τὴν ἄφιξιν δύο ἀτμοπλοίων μετὰ φορτίων σίτου. Ἡ τιμὴ τοῦ σίτου ἀνεμένεται νὰ πέσῃ κατὰ τὰς προσεχεῖς ἡμέρας. xyxy=(8,560,318,592)
funeral-signature: Οἱ συγγενεῖς xyxy=(1531,389,1588,399)
georgia-paragraph: Ἀπεφασίσθη νὰ διατεθῇ πίστωσις πρὸς ἀγορὰν τῶν ἀπαιτουμένων ὑλικῶν καὶ νὰ σταλοῦν ἀμέσως γεωπόνοι εἰς τὰ μέρη ὅπου ἐνεφανίσθη τὸ κακόν. Ὁ Ὑπουργὸς τῆς Γεωργίας ἐξέφρασε τὴν ἱκανοποίησίν του διὰ τὰς ληφθείσας ἀποφάσεις. xyxy=(328,775,618,817)
ship-schedule: Τρίτην 30 Ἰουνίου ὥραν 8 π. μ. διὰ Μυτιλήνην, Χίον, Σάμον, Κάρλοβασι, Ἰκαρίαν. xyxy=(928,470,1222,491)
divider xyxy=(1256,91,1592,92)
ship-entry xyxy=(928,506,1246,527)
ship-name: «ΠΕΛΟΨ» xyxy=(928,574,975,585)
note-signature: ΠΕΖΟΠΟΡΟΣ xyxy=(254,319,314,329)
ship-schedule: Σάββατον 4 Ἰουλίου ὥραν 8 π. μ. διὰ Χανιά, Ρέθυμνον, Ἡράκλειον. xyxy=(928,610,1222,631)
divider xyxy=(328,836,618,838)
divider xyxy=(628,703,918,705)
education-paragraph: Ὅλα αὐτὰ ἐλέχθησαν πολλάκις, ἀλλὰ πάντοτε ἀνεπιτυχῶς. Ἡ μεταρρύθμισις προχωρεῖ, οἱ δὲ ἀρμόδιοι σιωποῦν. Ἡ Ἐκκλησία τῆς Ἑλλάδος διὰ τῆς Ἱερᾶς Συνόδου διεμαρτυρήθη ἐπισήμως κατὰ τῶν νέων βιβλίων. xyxy=(628,312,918,355)
divider xyxy=(8,698,318,700)
serial-paragraph: Ἡ γυνὴ ἔκραξεν ἀσθενῶς καὶ ἔτεινε τὰς χεῖρας της. Τὸ πρόσωπόν της ἐφωτίσθη ἀπὸ ἀνέκφραστον χαράν. Ἡ νεαρὰ κόρη παρηκολούθει τὴν σκηνὴν χωρὶς νὰ ἐννοῇ τί συνέβαινε. xyxy=(928,273,1246,305)
pennies-paragraph: — Οἱ μεγάλοι ἀγῶνες τῆς Νεολαίας ἀρχίζουν τὴν ἐρχομένην ἑβδομάδα εἰς τὸ Στάδιον. Πλῆθος ἀθλητῶν ἐκ τῶν ἐπαρχιῶν ἀφίκετο ἤδη εἰς τὰς Ἀθήνας. xyxy=(8,526,318,558)
column-5 xyxy=(1256,24,1592,2253)
ethniki-subtitle: ΓΡΑΜΜΗ ΠΕΙΡΑΙΩΣ-ΜΑΣΣΑΛΙΑΣ xyxy=(698,566,848,577)
